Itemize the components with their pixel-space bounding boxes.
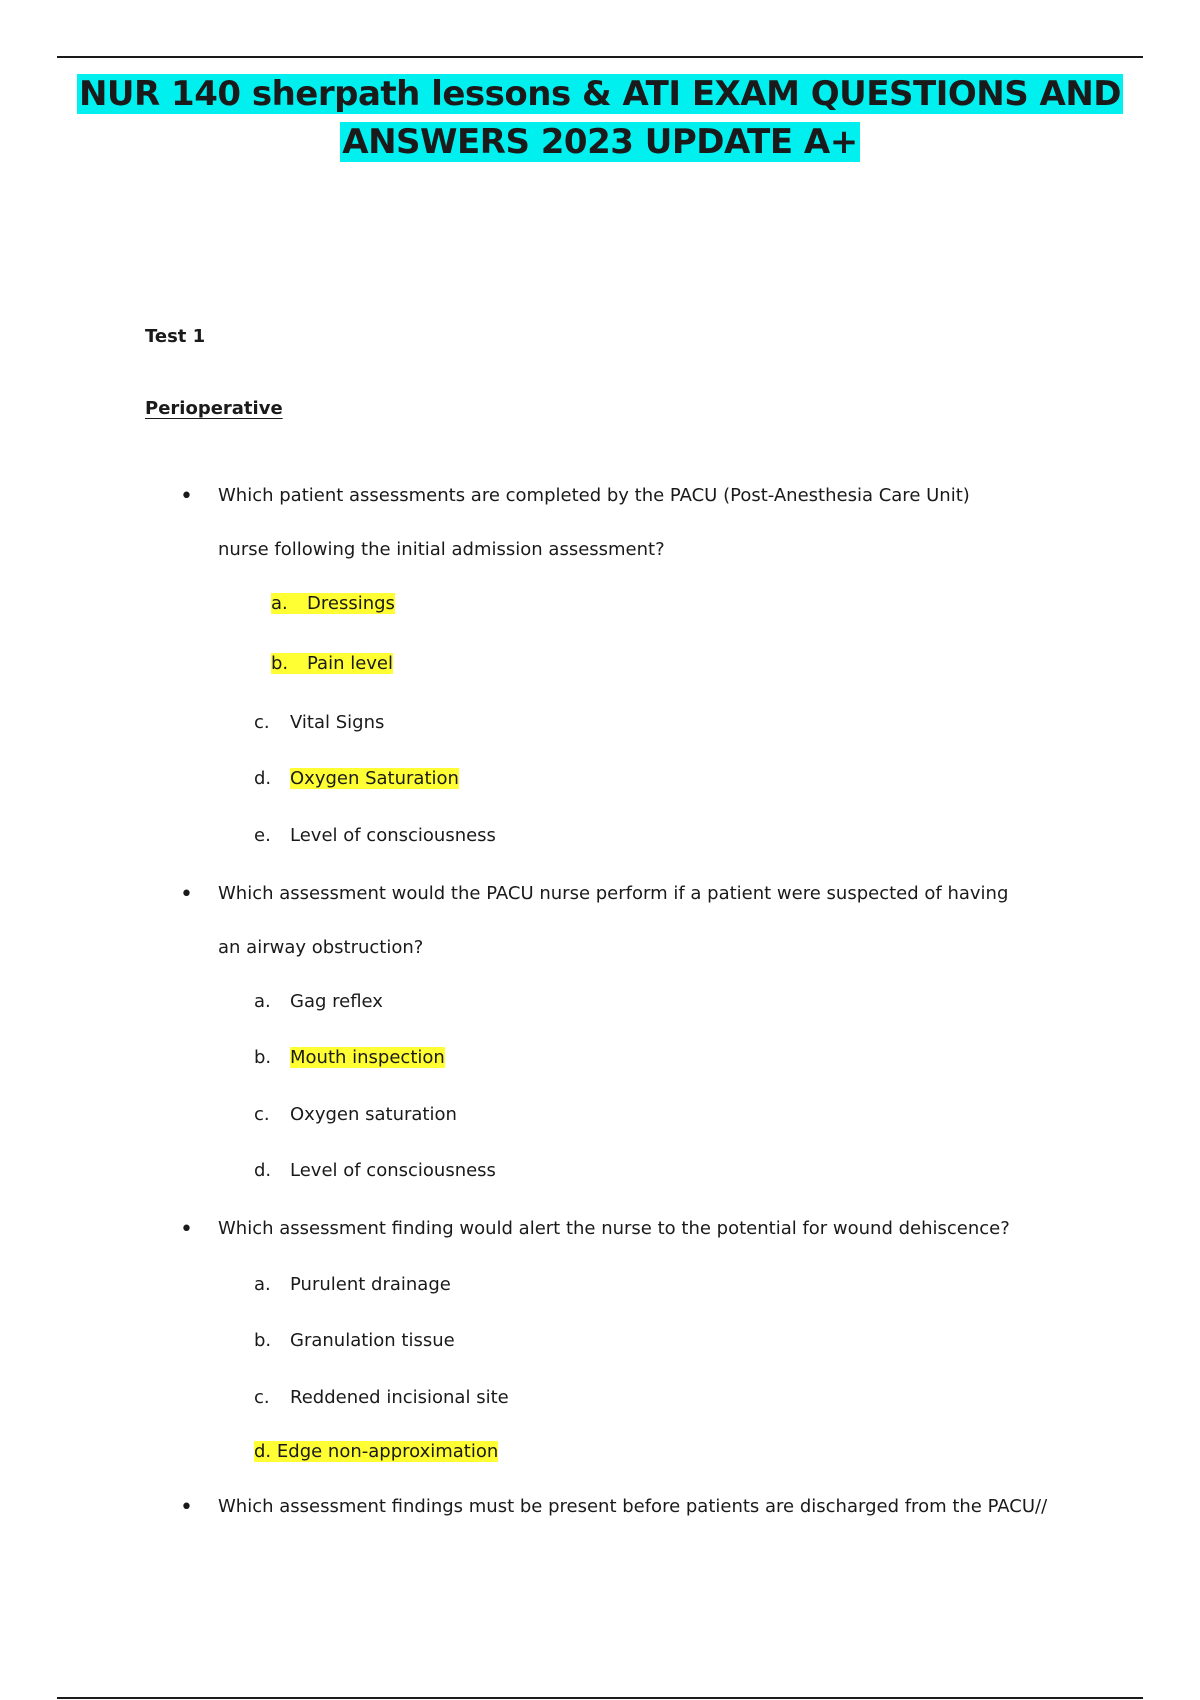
option-letter: b. — [254, 1047, 272, 1068]
answer-option — [254, 991, 383, 1012]
option-letter: d. — [254, 768, 272, 789]
document-title — [0, 70, 1200, 166]
title-line-2: ANSWERS 2023 UPDATE A+ — [342, 122, 858, 162]
option-letter: e. — [254, 825, 271, 846]
option-text: Gag reflex — [290, 991, 383, 1012]
answer-option — [254, 712, 384, 733]
bottom-rule — [57, 1697, 1143, 1699]
answer-option — [271, 653, 393, 674]
option-text: Granulation tissue — [290, 1330, 455, 1351]
option-letter: d. — [254, 1441, 272, 1462]
option-text: Oxygen saturation — [290, 1104, 457, 1125]
answer-option — [254, 825, 496, 846]
answer-option — [254, 1441, 498, 1462]
answer-option — [254, 1047, 445, 1068]
question-text: Which assessment finding would alert the nurse to the potential for wound dehiscence? — [218, 1218, 1010, 1239]
option-text: Oxygen Saturation — [290, 768, 459, 789]
question-text: Which assessment would the PACU nurse perform if a patient were suspected of having — [218, 883, 1009, 904]
bullet-dot-icon: • — [180, 484, 193, 509]
option-text: Pain level — [307, 653, 394, 674]
section-heading: Perioperative — [145, 398, 283, 419]
title-line-1: NUR 140 sherpath lessons & ATI EXAM QUESTIONS AND — [78, 74, 1122, 114]
answer-option — [254, 1387, 509, 1408]
option-text: Vital Signs — [290, 712, 385, 733]
option-letter: a. — [254, 1274, 271, 1295]
answer-option — [254, 1104, 457, 1125]
answer-option — [254, 1160, 496, 1181]
option-text: Edge non-approximation — [276, 1441, 499, 1462]
bullet-dot-icon: • — [180, 1495, 193, 1520]
option-letter: d. — [254, 1160, 272, 1181]
option-text: Mouth inspection — [290, 1047, 445, 1068]
question-text: nurse following the initial admission assessment? — [218, 539, 665, 560]
option-text: Purulent drainage — [290, 1274, 451, 1295]
answer-option — [271, 593, 395, 614]
answer-option — [254, 768, 459, 789]
option-letter: c. — [254, 1104, 270, 1125]
top-rule — [57, 56, 1143, 58]
answer-option — [254, 1330, 455, 1351]
option-letter: c. — [254, 1387, 270, 1408]
question-text: Which patient assessments are completed by the PACU (Post-Anesthesia Care Unit) — [218, 485, 970, 506]
option-letter: c. — [254, 712, 270, 733]
option-text: Level of consciousness — [290, 1160, 496, 1181]
option-letter: b. — [254, 1330, 272, 1351]
option-text: Reddened incisional site — [290, 1387, 509, 1408]
bullet-dot-icon: • — [180, 882, 193, 907]
answer-option — [254, 1274, 451, 1295]
option-text: Dressings — [307, 593, 395, 614]
question-text: an airway obstruction? — [218, 937, 424, 958]
option-letter: a. — [271, 593, 288, 614]
option-text: Level of consciousness — [290, 825, 496, 846]
test-label: Test 1 — [145, 326, 206, 347]
bullet-dot-icon: • — [180, 1217, 193, 1242]
question-text: Which assessment findings must be present before patients are discharged from the PACU// — [218, 1496, 1048, 1517]
option-letter: a. — [254, 991, 271, 1012]
option-letter: b. — [271, 653, 289, 674]
